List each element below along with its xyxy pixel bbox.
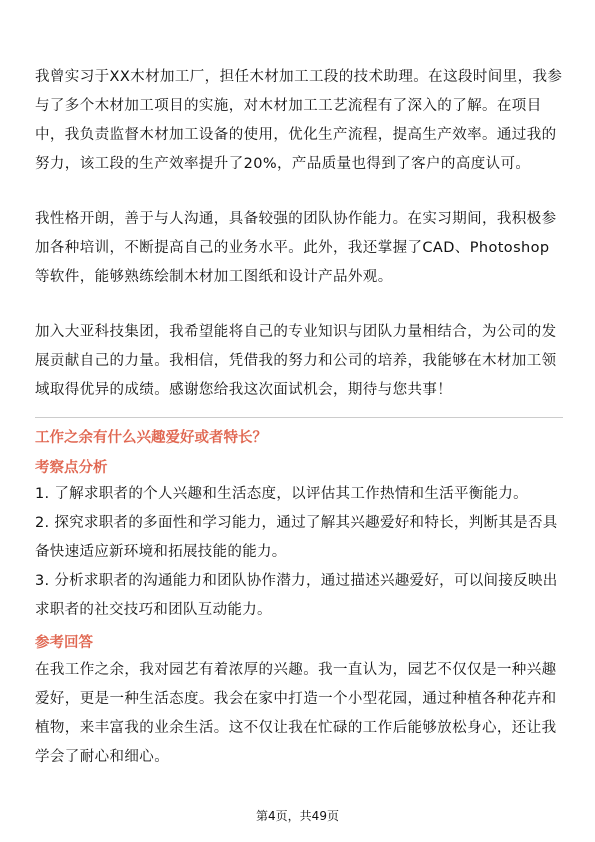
intro-paragraph-personality: 我性格开朗，善于与人沟通，具备较强的团队协作能力。在实习期间，我积极参加各种培训，不断提高自己的业务水平。此外，我还掌握了CAD、Photoshop等软件，能够熟练绘制木材加工图纸和设计产品外观。: [35, 211, 557, 285]
analysis-item: 2. 探究求职者的多面性和学习能力，通过了解其兴趣爱好和特长，判断其是否具备快速适应新环境和拓展技能的能力。: [35, 515, 558, 560]
intro-paragraph-closing: 加入大亚科技集团，我希望能将自己的专业知识与团队力量相结合，为公司的发展贡献自己的力量。我相信，凭借我的努力和公司的培养，我能够在木材加工领域取得优异的成绩。感谢您给我这次面试机会，期待与您共事！: [35, 324, 557, 398]
analysis-list: [35, 480, 563, 625]
answer-paragraph: 在我工作之余，我对园艺有着浓厚的兴趣。我一直认为，园艺不仅仅是一种兴趣爱好，更是一种生活态度。我会在家中打造一个小型花园，通过种植各种花卉和植物，来丰富我的业余生活。这不仅让我在忙碌的工作后能够放松身心，还让我学会了耐心和细心。: [35, 662, 557, 765]
analysis-item: 1. 了解求职者的个人兴趣和生活态度，以评估其工作热情和生活平衡能力。: [35, 486, 528, 502]
page-number: 第4页，共49页: [256, 809, 339, 823]
interview-question: 工作之余有什么兴趣爱好或者特长？: [35, 430, 267, 446]
analysis-heading: 考察点分析: [35, 460, 108, 476]
intro-paragraph-internship: 我曾实习于XX木材加工厂，担任木材加工工段的技术助理。在这段时间里，我参与了多个木材加工项目的实施，对木材加工工艺流程有了深入的了解。在项目中，我负责监督木材加工设备的使用，优化生产流程，提高生产效率。通过我的努力，该工段的生产效率提升了20%，产品质量也得到了客户的高度认可。: [35, 69, 563, 172]
analysis-item: 3. 分析求职者的沟通能力和团队协作潜力，通过描述兴趣爱好，可以间接反映出求职者的社交技巧和团队互动能力。: [35, 573, 558, 618]
section-divider: [35, 417, 563, 418]
answer-heading: 参考回答: [35, 635, 93, 651]
